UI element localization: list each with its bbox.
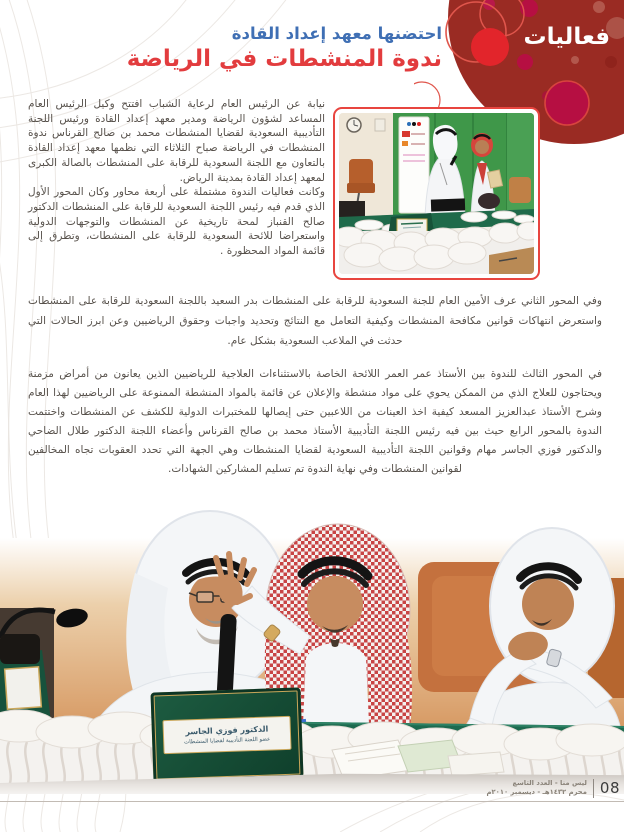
- badge-red-circle: [471, 28, 509, 66]
- rollup-banner: [399, 117, 429, 213]
- issue-info: [487, 779, 587, 798]
- headline-block: [30, 24, 442, 72]
- article-paragraph-2: وكانت فعاليات الندوة مشتملة على أربعة محاور وكان المحور الأول الذي قدم فيه رئيس اللجنة السعودية للرقابة على المنشطات الدكتور صالح القنباز لمحة تاريخية عن المنشطات والتوجهات الدولية واستعراضا للائحة السعودية للرقابة على المنشطات، وتطرق إلى قائمة المواد المحظورة .: [28, 186, 325, 258]
- inset-photo-illustration: [339, 113, 534, 274]
- headline-kicker: احتضنها معهد إعداد القادة: [231, 24, 442, 43]
- article-paragraph-1: نيابة عن الرئيس العام لرعاية الشباب افتتح وكيل الرئيس العام المساعد لشؤون الرياضة ومدير معهد إعداد القادة ورئيس اللجنة التأديبية السعودية لقضايا المنشطات محمد بن صالح القرناس ندوة المنشطات في الرياضة صباح الثلاثاء التي نظمها معهد إعداد القادة بالتعاون مع اللجنة السعودية للرقابة على المنشطات بالصالة الكبرى لمعهد إعداد القادة بمدينة الرياض.: [28, 98, 325, 184]
- bag: [478, 193, 500, 209]
- bottom-photo-illustration: [0, 478, 624, 790]
- page-footer: [487, 777, 620, 799]
- nameplate-name: الدكتور فوزي الجاسر: [185, 724, 269, 737]
- inset-photo: [333, 107, 540, 280]
- footer-divider: [593, 779, 594, 798]
- article-paragraph-4: في المحور الثالث للندوة بين الأستاذ عمر العمر اللائحة الخاصة بالاستثناءات العلاجية للرياضيين الذين يعانون من أمراض مزمنة ويحتاجون للعلاج الذي من الممكن يحوي على مواد منشطة والإعلان عن قائمة بالمواد المنشطة الممنوعة على الرياضيين لهذا العام وشرح الأستاذ عبدالعزيز المسعد كيفية اخذ العينات من اللاعبين حتى إيصالها للمختبرات الدولية للكشف عن المنشطات واختتمت الندوة بالمحور الرابع حيث بين فيه رئيس اللجنة التأديبية الأستاذ محمد بن صالح القرناس وأعضاء اللجنة الدكتور طلال الضاحي والدكتور فوزي الجاسر مهام وقوانين اللجنة التأديبية السعودية لقضايا المنشطات وهي الجهة التي تحدد العقوبات تجاه المخالفين لقوانين المنشطات وفي نهاية الندوة تم تسليم المشاركين الشهادات.: [28, 368, 602, 475]
- nameplate: [150, 687, 303, 782]
- page-number: 08: [599, 779, 620, 797]
- section-badge-label: فعاليات: [523, 24, 610, 50]
- issue-date: محرم ١٤٣٢هـ - ديسمبر ٢٠١٠م: [486, 788, 587, 796]
- footer-rule: [0, 801, 624, 802]
- issue-name: ليس منا - العدد التاسع: [512, 778, 587, 787]
- article-column: [28, 97, 325, 259]
- article-full-width: [28, 291, 602, 493]
- wall-panel: [375, 119, 385, 131]
- nameplate-title: عضو اللجنة التأديبية لقضايا المنشطات: [183, 736, 271, 746]
- article-paragraph-3: وفي المحور الثاني عرف الأمين العام للجنة السعودية للرقابة على المنشطات بدر السعيد باللجنة السعودية للرقابة على المنشطات واستعرض انتهاكات قوانين مكافحة المنشطات وكيفية التعامل مع النتائج وتحديد واجبات وحقوق الرياضيين وعن ابرز الحالات التي حدثت في الملاعب السعودية بشكل عام.: [28, 295, 602, 347]
- page-title: ندوة المنشطات في الرياضة: [126, 46, 442, 72]
